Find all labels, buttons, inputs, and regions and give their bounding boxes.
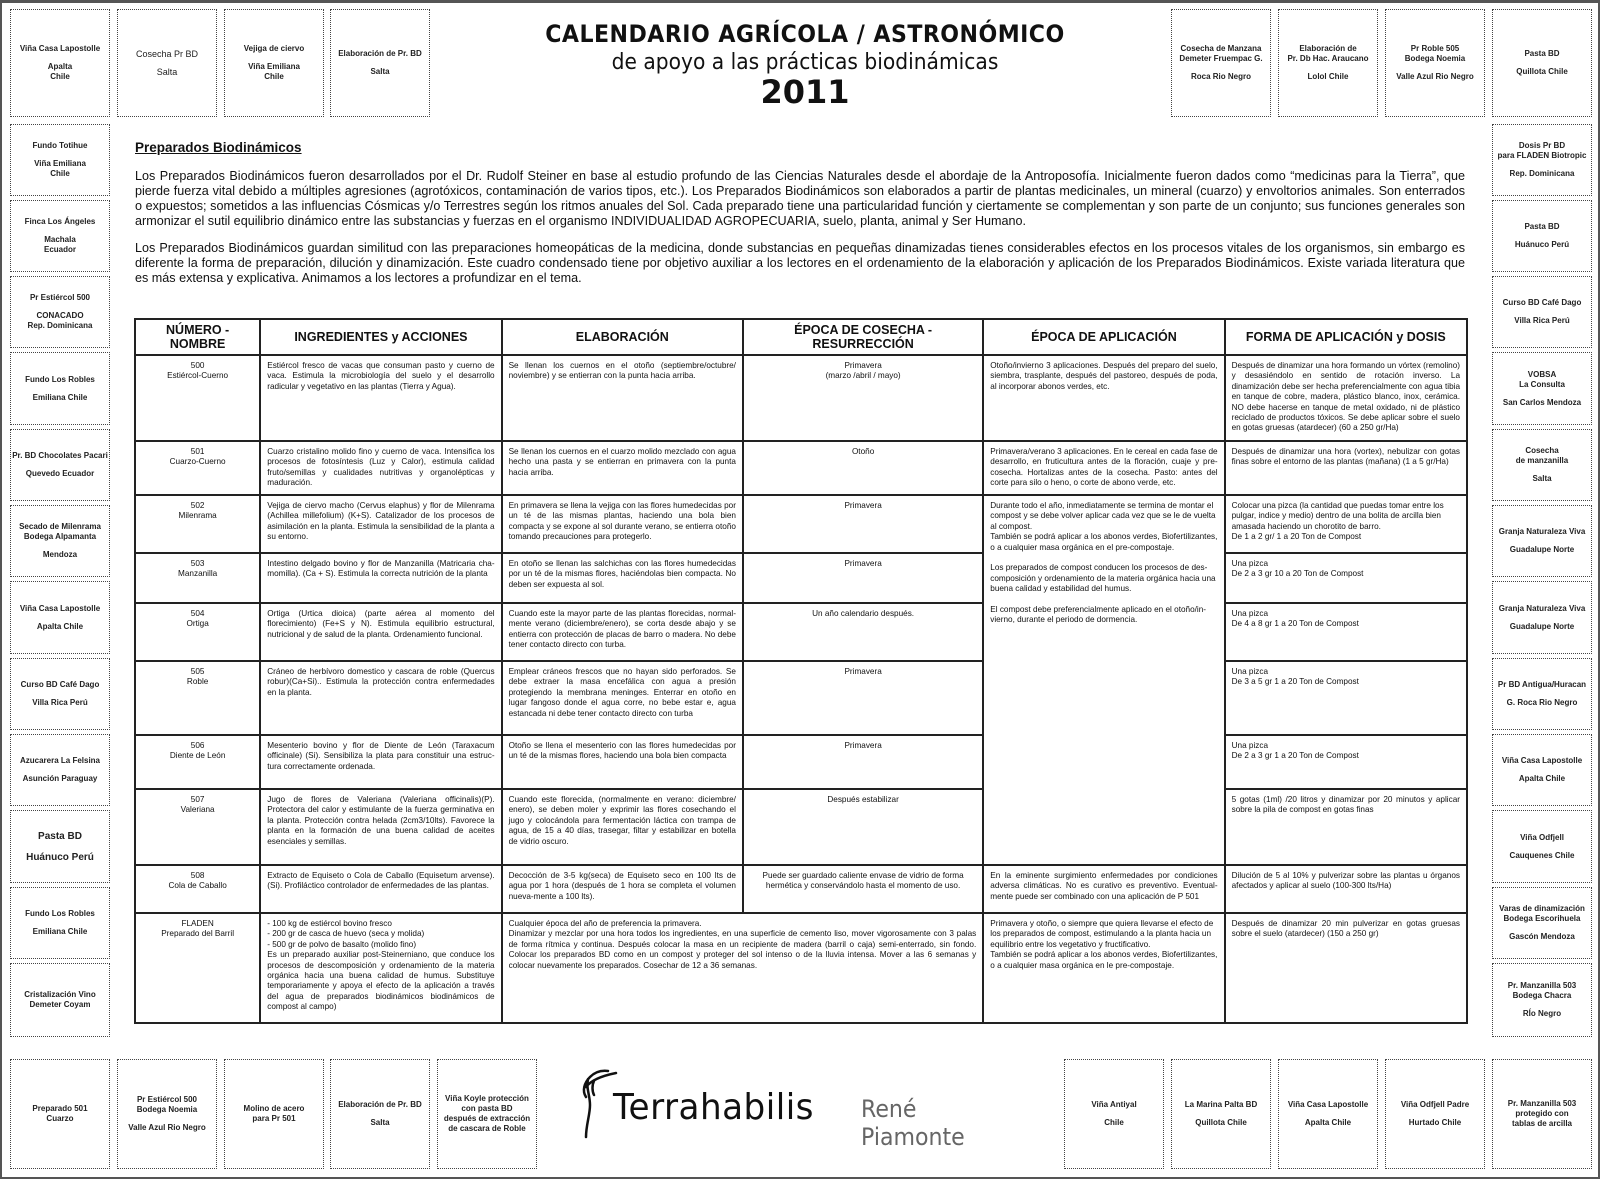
photo-caption-location: Guadalupe Norte (1509, 545, 1575, 554)
prep-name: Ortiga (186, 619, 209, 629)
cell-elaboration: Se llenan los cuernos en el otoño (septiembre/octubre/ noviembre) y se entierran con la punta hacia arriba. (502, 355, 743, 441)
photo-caption-location: Villa Rica Perú (32, 698, 88, 707)
photo-caption-title: Pr. BD Chocolates Pacari (12, 451, 108, 460)
cell-ingredients: - 100 kg de estiércol bovino fresco - 200 gr de casca de huevo (seca y molida) - 500 gr de polvo de basalto (molido fino) Es un preparado auxiliar post-Steinerniano, que conduce los procesos de descomposición y ordenamiento de la materia orgánica hacia una buena calidad de humus. Substituye temporariamente y apoya el efecto de la aplicación a través del agua de preparados biodinámicos biodinámicos de compost al campo) (260, 913, 501, 1023)
cell-harvest: Después estabilizar (743, 789, 983, 865)
cell-ingredients: Ortiga (Urtica dioica) (parte aérea al momento del florecimiento) (Fe+S y N). Estimula equilibrio estructural, nutricional y de salud de la planta. Ordenamiento funcional. (260, 603, 501, 661)
prep-name: Preparado del Barril (161, 929, 235, 939)
photo-caption-location: Chile (1104, 1118, 1124, 1127)
photo-caption-title: Finca Los Ángeles (24, 217, 96, 226)
photo-caption-location: Apalta Chile (36, 621, 84, 631)
header-dose: FORMA DE APLICACIÓN y DOSIS (1225, 319, 1467, 355)
table-row (135, 603, 1467, 661)
photo-caption-title: Granja Naturaleza Viva (1498, 603, 1586, 613)
table-row (135, 913, 1467, 1023)
photo-frame-left (10, 429, 110, 501)
cell-elaboration: Otoño se llena el mesenterio con las flores humedecidas por un té de la mismas flores, haciendo una bola bien compacta (502, 735, 743, 789)
photo-caption-location: Apalta Chile (1518, 774, 1566, 783)
intro-heading: Preparados Biodinámicos (135, 140, 302, 155)
photo-frame-left (10, 734, 110, 806)
cell-number-name (135, 553, 260, 603)
cell-elaboration: Se llenan los cuernos en el cuarzo molido mezclado con agua hecho una pasta y se entierran en primavera con la punta hacia arriba. (502, 441, 743, 495)
photo-caption-title: Viña Odfjell (1520, 832, 1564, 842)
photo-frame-left (10, 352, 110, 425)
cell-harvest: Puede ser guardado caliente envase de vidrio de forma hermética y conservándolo hasta el momento de uso. (743, 865, 983, 913)
photo-caption-location: Gascón Mendoza (1509, 932, 1575, 941)
photo-caption-location: Mendoza (42, 550, 78, 559)
photo-frame-bottom (1064, 1059, 1164, 1169)
photo-caption-location: Salta (1532, 474, 1552, 483)
photo-frame-right (1492, 124, 1592, 196)
photo-caption-location: Apalta Chile (47, 62, 73, 81)
photo-caption-location: Viña Emiliana Chile (34, 159, 86, 178)
photo-caption-title: Granja Naturaleza Viva (1498, 527, 1586, 536)
photo-caption-title: VOBSA La Consulta (1519, 369, 1565, 389)
header-elaboration: ELABORACIÓN (502, 319, 743, 355)
photo-caption-title: Preparado 501 Cuarzo (32, 1104, 88, 1123)
cell-dose: Una pizca De 4 a 8 gr 1 a 20 Ton de Compost (1225, 603, 1467, 661)
photo-frame-top (224, 9, 324, 117)
photo-caption-title: Pr. Manzanilla 503 Bodega Chacra (1507, 981, 1577, 1000)
photo-caption-location: Emiliana Chile (32, 927, 88, 936)
photo-frame-top (1385, 9, 1485, 117)
photo-caption-location: Machala Ecuador (43, 235, 76, 254)
photo-frame-bottom (1385, 1059, 1485, 1169)
cell-number-name (135, 735, 260, 789)
prep-number: 507 (190, 795, 205, 804)
cell-application-compost: Durante todo el año, inmediatamente se termina de montar el compost y se debe volver aplicar cada vez que se le de vuelta al compost. También se podrá aplicar a los abonos verdes, Biofertilizantes, o a cualquier masa orgánica en el pre-compostaje. Los preparados de compost conducen los procesos de des-composición y ordenamiento de la materia orgánica hacia una buena calidad y estabilidad del humus. El compost debe preferencialmente aplicado en el otoño/in-vierno, durante el periodo de dormencia. (983, 495, 1224, 865)
photo-caption-title: Pasta BD (38, 830, 82, 842)
cell-harvest: Primavera (743, 495, 983, 553)
table-row (135, 553, 1467, 603)
photo-caption-location: Salta (156, 67, 178, 77)
cell-elaboration: Decocción de 3-5 kg(seca) de Equiseto seco en 100 lts de agua por 1 hora (después de 1 hora se completa el volumen nueva-mente a 100 lts). (502, 865, 743, 913)
cell-ingredients: Extracto de Equiseto o Cola de Caballo (Equisetum arvense). (Si). Profiláctico controlador de enfermedades de las plantas. (260, 865, 501, 913)
cell-ingredients: Mesenterio bovino y flor de Diente de León (Taraxacum officinale) (Si). Sensibiliza la plata para constituir una estruc-tura correctamente ordenada. (260, 735, 501, 789)
photo-caption-title: Cosecha de manzanilla (1515, 446, 1569, 465)
photo-caption-location: Valle Azul Rio Negro (1396, 72, 1474, 81)
photo-caption-title: Viña Koyle protección con pasta BD después de extracción de cascara de Roble (443, 1094, 531, 1133)
cell-dose: Después de dinamizar una hora formando un vórtex (remolino) y desasiéndolo en sentido de rotación inverso. La dinamización debe ser hecha preferencialmente con agua tibia en tanque de cobre, madera, plástico blanco, inox, cerámica. NO debe hacerse en tanque de metal oxidado, ni de plástico reciclado de productos tóxicos. Se debe aplicar sobre el suelo en gotas gruesas (atardecer) (60 a 250 gr/Ha) (1225, 355, 1467, 441)
photo-frame-top (1492, 9, 1592, 117)
photo-frame-bottom (117, 1059, 217, 1169)
dancing-figure-icon (578, 1065, 618, 1145)
prep-number: FLADEN (181, 919, 214, 928)
prep-name: Estiércol-Cuerno (167, 371, 229, 381)
photo-frame-left (10, 963, 110, 1037)
photo-frame-left (10, 658, 110, 730)
header-application: ÉPOCA DE APLICACIÓN (983, 319, 1224, 355)
cell-application: Primavera y otoño, o siempre que quiera llevarse el efecto de los preparados de compost, estimulando a la planta hacia un equilibrio entre los vegetativo y fructificativo. También se podrá aplicar a los abonos verdes, Biofertilizantes, o a cualquier masa orgánica en le pre-compostaje. (983, 913, 1224, 1023)
prep-name: Valeriana (180, 805, 215, 815)
photo-caption-location: Roca Rio Negro (1190, 72, 1251, 81)
photo-caption-location: Valle Azul Rio Negro (128, 1123, 206, 1132)
photo-caption-title: Viña Odfjell Padre (1400, 1100, 1470, 1109)
prep-number: 506 (190, 741, 205, 750)
brand-name: Terrahabilis (613, 1087, 814, 1128)
prep-name: Manzanilla (178, 569, 218, 579)
cell-ingredients: Vejiga de ciervo macho (Cervus elaphus) y flor de Milenrama (Achillea millefolium) (K+S). Catalizador de los procesos de asimilación en la planta. Estimula la sensibilidad de la planta a su entorno. (260, 495, 501, 553)
prep-name: Diente de León (169, 751, 226, 761)
photo-caption-title: Pasta BD (1524, 49, 1560, 58)
cell-elaboration: En primavera se llena la vejiga con las flores humedecidas por un té de las mismas plantas, haciendo una bola bien compacta y se expone al sol durante verano, se entierra otoño tomando precauciones para protegerlo. (502, 495, 743, 553)
photo-frame-bottom (437, 1059, 537, 1169)
photo-frame-right (1492, 429, 1592, 501)
header-number-name: NÚMERO - NOMBRE (135, 319, 260, 355)
photo-caption-location: Quillota Chile (1516, 67, 1568, 76)
intro-paragraph-1: Los Preparados Biodinámicos fueron desarrollados por el Dr. Rudolf Steiner en base al estudio profundo de las Ciencias Naturales desde el abordaje de la Antroposofía. Inicialmente fueron dados como “medicinas para la Tierra”, que pierde fuerza vital debido a múltiples agresiones (agrotóxicos, contaminación de varios tipos, etc.). Los Preparados Biodinámicos son elaborados a partir de plantas medicinales, un mineral (cuarzo) y envoltorios animales. Son enterrados o expuestos; sometidos a las influencias Cósmicas y/o Terrestres según los ritmos anuales del Sol. Cada preparado tiene una particularidad función y ciertamente se complementan y son parte de un conjunto; sus funciones generales son armonizar el sutil equilibrio dinámico entre las substancias y fuerzas en el organismo INDIVIDUALIDAD AGROPECUARIA, suelo, planta, animal y Ser Humano. (135, 169, 1465, 228)
photo-frame-bottom (10, 1059, 110, 1169)
photo-caption-title: Vejiga de ciervo (243, 44, 305, 53)
photo-caption-title: Varas de dinamización Bodega Escorihuela (1499, 904, 1585, 923)
photo-frame-right (1492, 734, 1592, 806)
cell-harvest: Primavera (743, 553, 983, 603)
photo-caption-title: Pr BD Antigua/Huracan (1497, 680, 1587, 689)
photo-frame-left (10, 505, 110, 577)
table-header-row (135, 319, 1467, 355)
cell-dose: Después de dinamizar una hora (vortex), nebulizar con gotas finas sobre el entorno de las plantas (mañana) (1 a 5 gr/Ha) (1225, 441, 1467, 495)
photo-caption-title: Molino de acero para Pr 501 (243, 1104, 305, 1123)
prep-number: 508 (190, 871, 205, 880)
prep-number: 500 (190, 361, 205, 370)
title-line-2: de apoyo a las prácticas biodinámicas (611, 50, 999, 75)
header-ingredients: INGREDIENTES y ACCIONES (260, 319, 501, 355)
footer-logo (578, 1065, 1018, 1151)
photo-caption-title: Viña Casa Lapostolle (1501, 756, 1583, 765)
photo-caption-title: Fundo Los Robles (25, 909, 95, 918)
cell-elaboration: En otoño se llenan las salchichas con las flores humedecidas por un té de la mismas flores, haciéndolas bien compacta. No deben ser expuesta al sol. (502, 553, 743, 603)
photo-caption-location: Salta (370, 67, 390, 76)
photo-caption-title: Curso BD Café Dago (20, 680, 100, 689)
photo-caption-location: Quevedo Ecuador (25, 469, 95, 478)
photo-caption-title: Elaboración de Pr. BD (338, 49, 422, 58)
photo-caption-title: Curso BD Café Dago (1502, 298, 1582, 307)
table-row (135, 865, 1467, 913)
table-row (135, 735, 1467, 789)
cell-ingredients: Estiércol fresco de vacas que consuman pasto y cuerno de vaca. Estimula la microbiología del suelo y el desarrollo radicular y vegetativo en las plantas (Tierra y Agua). (260, 355, 501, 441)
cell-harvest: Primavera (marzo /abril / mayo) (743, 355, 983, 441)
prep-number: 502 (190, 501, 205, 510)
photo-frame-right (1492, 963, 1592, 1037)
photo-caption-location: Viña Emiliana Chile (248, 62, 300, 81)
photo-caption-location: Emiliana Chile (32, 392, 88, 402)
prep-name: Cuarzo-Cuerno (169, 457, 226, 467)
prep-name: Cola de Caballo (168, 881, 227, 891)
table-row (135, 789, 1467, 865)
cell-number-name (135, 603, 260, 661)
title-line-1: CALENDARIO AGRÍCOLA / ASTRONÓMICO (545, 20, 1065, 48)
calendar-title (520, 20, 1090, 111)
photo-caption-title: Pr Estiércol 500 Bodega Noemia (136, 1095, 198, 1114)
photo-caption-title: Cosecha de Manzana Demeter Fruempac G. (1179, 44, 1263, 63)
cell-harvest: Primavera (743, 661, 983, 735)
cell-harvest: Un año calendario después. (743, 603, 983, 661)
photo-caption-location: Hurtado Chile (1408, 1118, 1462, 1127)
photo-caption-location: Cauquenes Chile (1509, 850, 1575, 860)
photo-frame-bottom (224, 1059, 324, 1169)
photo-caption-title: Cristalización Vino Demeter Coyam (24, 990, 96, 1009)
cell-number-name (135, 661, 260, 735)
cell-elaboration: Cuando este la mayor parte de las plantas florecidas, normal-mente verano (diciembre/enero), se corta desde abajo y se entierra con protección de placas de barro o madera. No debe tener contacto directo con turba. (502, 603, 743, 661)
cell-ingredients: Jugo de flores de Valeriana (Valeriana officinalis)(P). Protectora del calor y estimulante de la fuerza germinativa en la planta. Protección contra helada (2cm3/10lts). Favorece la planta en la formación de una buena calidad de aceites esenciales y semillas. (260, 789, 501, 865)
photo-caption-location: Villa Rica Perú (1514, 316, 1570, 325)
photo-caption-title: Dosis Pr BD para FLADEN Biotropic (1497, 141, 1587, 160)
intro-paragraph-2: Los Preparados Biodinámicos guardan similitud con las preparaciones homeopáticas de la medicina, donde substancias en pequeñas dinamizadas tienes considerables efectos en los procesos vitales de los organismos, sin embargo es diferente la forma de preparación, dilución y dinamización. Este cuadro condensado tiene por objetivo auxiliar a los lectores en el ordenamiento de la elaboración y aplicación de los Preparados Biodinámicos. Existe variada literatura que es más extensa y explicativa. Animamos a los lectores a profundizar en el tema. (135, 241, 1465, 285)
prep-number: 503 (190, 559, 205, 568)
cell-dose: Dilución de 5 al 10% y pulverizar sobre las plantas u órganos afectados y aplicar al suelo (100-300 lts/Ha) (1225, 865, 1467, 913)
photo-frame-right (1492, 505, 1592, 577)
photo-caption-location: CONACADO Rep. Dominicana (27, 311, 93, 330)
prep-number: 505 (190, 667, 205, 676)
table-row (135, 355, 1467, 441)
photo-caption-title: Azucarera La Felsina (19, 756, 101, 765)
photo-caption-title: Secado de Milenrama Bodega Alpamanta (19, 522, 101, 541)
cell-elaboration: Cuando este florecida, (normalmente en verano: diciembre/ enero), se deben moler y exprimir las flores cosechando el jugo y colocándola para fermentación láctica con trampa de agua, de 15 a 40 días, trasegar, filtar y estabilizar en botella de vidrio oscuro. (502, 789, 743, 865)
photo-caption-location: Rep. Dominicana (1509, 169, 1575, 178)
prep-name: Milenrama (178, 511, 217, 521)
photo-caption-location: Apalta Chile (1304, 1118, 1352, 1127)
photo-frame-left (10, 124, 110, 196)
photo-frame-right (1492, 810, 1592, 883)
cell-harvest: Primavera (743, 735, 983, 789)
photo-caption-location: Guadalupe Norte (1509, 621, 1575, 631)
table-row (135, 441, 1467, 495)
photo-caption-title: Pr. Manzanilla 503 protegido con tablas de arcilla (1507, 1099, 1577, 1128)
photo-frame-right (1492, 276, 1592, 348)
cell-ingredients: Intestino delgado bovino y flor de Manzanilla (Matricaria cha-momilla). (Ca + S). Estimula la correcta nutrición de la planta (260, 553, 501, 603)
photo-frame-right (1492, 200, 1592, 272)
cell-number-name (135, 495, 260, 553)
photo-caption-title: Pr Estiércol 500 (29, 293, 91, 302)
photo-caption-title: Viña Casa Lapostolle (19, 44, 101, 53)
photo-caption-title: Pr Roble 505 Bodega Noemia (1404, 44, 1466, 63)
photo-frame-top (1278, 9, 1378, 117)
photo-caption-title: Viña Casa Lapostolle (19, 603, 101, 613)
photo-frame-top (1171, 9, 1271, 117)
preparations-table (134, 318, 1468, 1024)
cell-dose: Después de dinamizar 20 min pulverizar en gotas gruesas sobre el suelo (atardecer) (150 a 250 gr) (1225, 913, 1467, 1023)
author-name: René Piamonte (861, 1095, 965, 1151)
photo-frame-left (10, 200, 110, 272)
header-harvest: ÉPOCA DE COSECHA - RESURRECCIÓN (743, 319, 983, 355)
photo-frame-left (10, 887, 110, 959)
cell-dose: Una pizca De 2 a 3 gr 10 a 20 Ton de Compost (1225, 553, 1467, 603)
prep-number: 501 (190, 447, 205, 456)
photo-frame-bottom (1492, 1059, 1592, 1169)
intro-section (135, 140, 1465, 298)
cell-elaboration: Emplear cráneos frescos que no hayan sido perforados. Se debe extraer la masa encefálica con agua a presión protegiendo la membrana meninges. Enterrar en otoño en lugar fangoso donde el agua corre, no bebe estar e, agua estancada ni debe tener contacto directo con turba (502, 661, 743, 735)
photo-frame-right (1492, 658, 1592, 730)
photo-caption-location: Asunción Paraguay (22, 774, 98, 783)
title-year: 2011 (760, 73, 850, 111)
cell-ingredients: Cuarzo cristalino molido fino y cuerno de vaca. Intensifica los procesos de fotosíntesis (Luz y Calor), estimula calidad fruto/semillas y cualidades nutritivas y organolépticas y maduración. (260, 441, 501, 495)
cell-application: Primavera/verano 3 aplicaciones. En le cereal en cada fase de desarrollo, en fruticultura antes de la floración, cuaje y pre-cosecha. Hortalizas antes de la cosecha. Pasto: antes del corte para silo o heno, o corte de abono verde, etc. (983, 441, 1224, 495)
cell-application: Otoño/invierno 3 aplicaciones. Después del preparo del suelo, siembra, trasplante, después del pastoreo, después de poda, al incorporar abonos verdes, etc. (983, 355, 1224, 441)
photo-caption-location: Quillota Chile (1195, 1118, 1247, 1127)
photo-frame-bottom (330, 1059, 430, 1169)
cell-application: En la eminente surgimiento enfermedades por condiciones adversa climáticas. No es curativo es preventivo. Eventual-mente puede ser combinado con una aplicación de P 501 (983, 865, 1224, 913)
photo-frame-right (1492, 581, 1592, 654)
photo-caption-title: Elaboración de Pr. Db Hac. Araucano (1287, 44, 1369, 63)
cell-dose: Una pizca De 3 a 5 gr 1 a 20 Ton de Compost (1225, 661, 1467, 735)
photo-frame-right (1492, 352, 1592, 425)
photo-caption-title: Elaboración de Pr. BD (338, 1100, 422, 1109)
photo-caption-title: Viña Antiyal (1091, 1100, 1137, 1109)
photo-caption-title: Fundo Totihue (32, 141, 88, 150)
cell-dose: Colocar una pizca (la cantidad que puedas tomar entre los pulgar, indice y medio) dentro de una bolita de arcilla bien amasada haciendo un chorotito de barro. De 1 a 2 gr/ 1 a 20 Ton de Compost (1225, 495, 1467, 553)
table-row (135, 661, 1467, 735)
photo-caption-title: Pasta BD (1524, 222, 1560, 231)
photo-frame-top (117, 9, 217, 117)
photo-frame-left (10, 276, 110, 348)
photo-caption-location: RÍo Negro (1522, 1009, 1562, 1018)
cell-number-name (135, 865, 260, 913)
photo-frame-left (10, 810, 110, 883)
photo-caption-location: Lolol Chile (1307, 72, 1349, 81)
photo-caption-location: Huánuco Perú (26, 851, 94, 863)
photo-caption-title: Viña Casa Lapostolle (1287, 1100, 1369, 1109)
table-row (135, 495, 1467, 553)
photo-frame-bottom (1278, 1059, 1378, 1169)
photo-caption-location: G. Roca Rio Negro (1506, 698, 1578, 707)
photo-caption-title: Fundo Los Robles (25, 374, 95, 384)
photo-caption-title: Cosecha Pr BD (135, 49, 199, 59)
cell-number-name (135, 913, 260, 1023)
cell-ingredients: Cráneo de herbívoro domestico y cascara de roble (Quercus robur)(Ca+Si).. Estimula la protección contra enfermedades en la planta. (260, 661, 501, 735)
photo-caption-location: Huánuco Perú (1514, 240, 1570, 249)
photo-frame-top (330, 9, 430, 117)
photo-caption-location: Salta (370, 1118, 390, 1127)
photo-frame-left (10, 581, 110, 654)
cell-elaboration: Cualquier época del año de preferencia la primavera. Dinamizar y mezclar por una hora todos los ingredientes, en una superficie de cemento liso, mover vigorosamente con 3 palas de forma rítmica y continua. Después colocar la masa en un recipiente de madera (barril o caja) semi-enterrado, sin fondo. Colocar los preparados BD como en un compost y proteger del sol intenso o de la lluvia intensa. Mover a las 6 semanas y colocar nuevamente los preparados. Cosechar de 12 a 36 semanas. (502, 913, 984, 1023)
photo-frame-top (10, 9, 110, 117)
prep-name: Roble (186, 677, 209, 687)
cell-dose: 5 gotas (1ml) /20 litros y dinamizar por 20 minutos y aplicar sobre la pila de compost en gotas finas (1225, 789, 1467, 865)
cell-harvest: Otoño (743, 441, 983, 495)
photo-caption-location: San Carlos Mendoza (1502, 397, 1582, 407)
photo-caption-title: La Marina Palta BD (1184, 1100, 1258, 1109)
cell-number-name (135, 789, 260, 865)
cell-number-name (135, 355, 260, 441)
photo-frame-right (1492, 887, 1592, 959)
prep-number: 504 (190, 609, 205, 618)
cell-number-name (135, 441, 260, 495)
photo-frame-bottom (1171, 1059, 1271, 1169)
cell-dose: Una pizca De 2 a 3 gr 1 a 20 Ton de Compost (1225, 735, 1467, 789)
